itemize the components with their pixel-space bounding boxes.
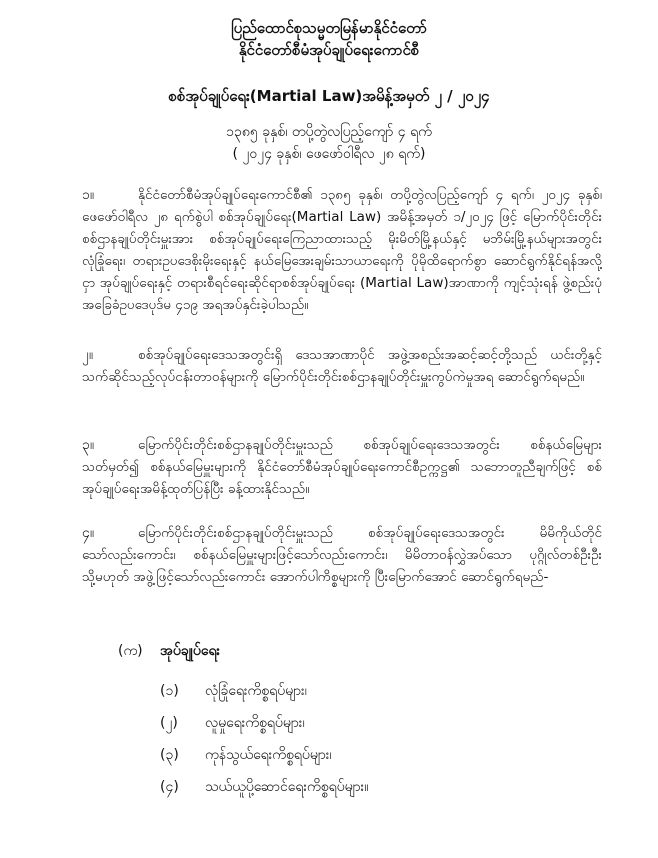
subsection-marker: (က) [118,643,143,659]
order-title: စစ်အုပ်ချုပ်ရေး(Martial Law)အမိန့်အမှတ် ၂ / ၂၀၂၄ [168,87,490,105]
paragraph-3-number: ၃။ [82,437,95,453]
list-item-marker: (၄) [160,779,179,795]
state-name-heading: ပြည်ထောင်စုသမ္မတမြန်မာနိုင်ငံတော် [231,19,427,37]
council-name-heading: နိုင်ငံတော်စီမံအုပ်ချုပ်ရေးကောင်စီ [238,41,420,59]
paragraph-2-number: ၂။ [82,347,94,363]
list-item-marker: (၂) [160,715,178,731]
list-item-text: လုံခြုံရေးကိစ္စရပ်များ၊ [205,683,307,699]
paragraph-1-text: နိုင်ငံတော်စီမံအုပ်ချုပ်ရေးကောင်စီ၏ ၁၃၈၅ ခုနှစ်၊ တပို့တွဲလပြည့်ကျော် ၄ ရက်၊ ၂၀၂၄ ခုနှစ်၊ ဖေဖော်ဝါရီလ ၂၈ ရက်စွဲပါ စစ်အုပ်ချုပ်ရေး(Martial Law) အမိန့်အမှတ် ၁/၂၀၂၄ ဖြင့် မြောက်ပိုင်းတိုင်း စစ်ဌာနချုပ်တိုင်းမှူးအား စစ်အုပ်ချုပ်ရေးကြေညာထားသည့် မိုးမိတ်မြို့နယ်နှင့် မဘိမ်းမြို့နယ်များအတွင်း လုံခြုံရေး၊ တရားဥပဒေစိုးမိုးရေးနှင့် နယ်မြေအေးချမ်းသာယာရေးကို ပိုမိုထိရောက်စွာ ဆောင်ရွက်နိုင်ရန်အလို့ငှာ အုပ်ချုပ်ရေးနှင့် တရားစီရင်ရေးဆိုင်ရာစစ်အုပ်ချုပ်ရေး (Martial Law)အာဏာကို ကျင့်သုံးရန် ဖွဲ့စည်းပုံအခြေခံဥပဒေပုဒ်မ ၄၁၉ အရအပ်နှင်းခဲ့ပါသည်။ [82,187,602,313]
paragraph-3-text: မြောက်ပိုင်းတိုင်းစစ်ဌာနချုပ်တိုင်းမှူးသည် စစ်အုပ်ချုပ်ရေးဒေသအတွင်း စစ်နယ်မြေများ သတ်မှတ်၍ စစ်နယ်မြေမှူးများကို နိုင်ငံတော်စီမံအုပ်ချုပ်ရေးကောင်စီဥက္ကဋ္ဌ၏ သဘောတူညီချက်ဖြင့် စစ်အုပ်ချုပ်ရေးအမိန့်ထုတ်ပြန်ပြီး ခန့်ထားနိုင်သည်။ [82,437,602,497]
paragraph-4-text: မြောက်ပိုင်းတိုင်းစစ်ဌာနချုပ်တိုင်းမှူးသည် စစ်အုပ်ချုပ်ရေးဒေသအတွင်း မိမိကိုယ်တိုင်သော်လည်းကောင်း၊ စစ်နယ်မြေမှူးများဖြင့်သော်လည်းကောင်း၊ မိမိတာဝန်လွှဲအပ်သော ပုဂ္ဂိုလ်တစ်ဦးဦး သို့မဟုတ် အဖွဲ့ဖြင့်သော်လည်းကောင်း အောက်ပါကိစ္စများကို ပြီးမြောက်အောင် ဆောင်ရွက်ရမည်- [82,525,602,585]
gregorian-date: ( ၂၀၂၄ ခုနှစ်၊ ဖေဖော်ဝါရီလ ၂၈ ရက်) [232,146,426,162]
list-item-text: လူမှုရေးကိစ္စရပ်များ၊ [205,715,305,731]
paragraph-1-number: ၁။ [82,187,95,203]
paragraph-2-text: စစ်အုပ်ချုပ်ရေးဒေသအတွင်းရှိ ဒေသအာဏာပိုင် အဖွဲ့အစည်းအဆင့်ဆင့်တို့သည် ယင်းတို့နှင့်သက်ဆိုင်သည့်လုပ်ငန်းတာဝန်များကို မြောက်ပိုင်းတိုင်းစစ်ဌာနချုပ်တိုင်းမှူးကွပ်ကဲမှုအရ ဆောင်ရွက်ရမည်။ [82,347,602,385]
list-item-text: ကုန်သွယ်ရေးကိစ္စရပ်များ၊ [205,747,332,763]
paragraph-4-number: ၄။ [82,525,95,541]
list-item-marker: (၁) [160,683,179,699]
myanmar-date: ၁၃၈၅ ခုနှစ်၊ တပို့တွဲလပြည့်ကျော် ၄ ရက် [226,124,432,140]
list-item-text: သယ်ယူပို့ဆောင်ရေးကိစ္စရပ်များ။ [205,779,369,795]
list-item-marker: (၃) [160,747,179,763]
subsection-title: အုပ်ချုပ်ရေး [160,643,221,659]
